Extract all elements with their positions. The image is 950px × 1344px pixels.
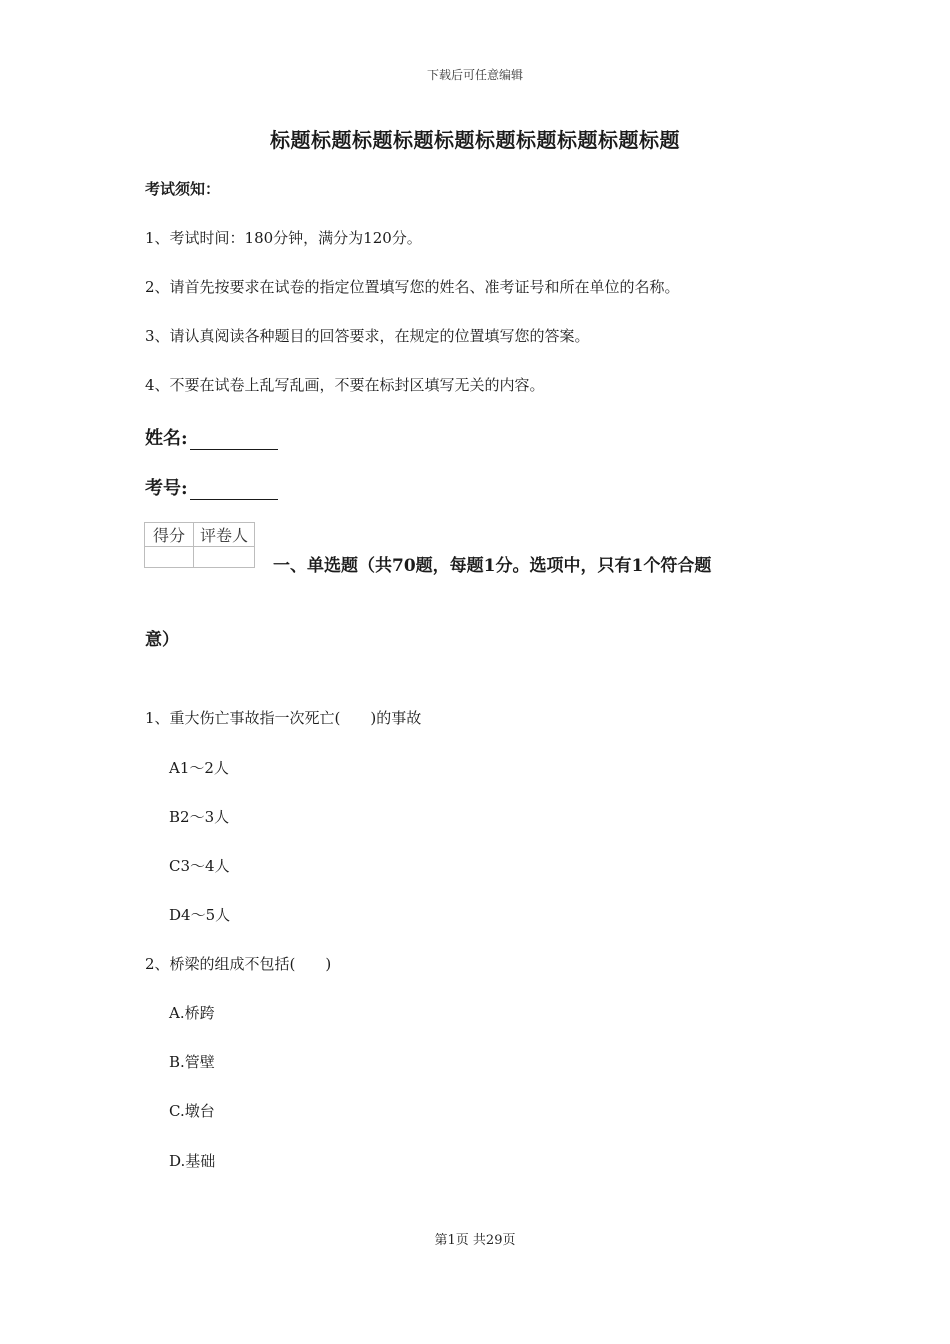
- option-b: B2～3人: [169, 808, 230, 826]
- grader-header: 评卷人: [194, 523, 255, 547]
- page-footer: 第1页 共29页: [434, 1233, 516, 1248]
- score-header: 得分: [145, 523, 194, 547]
- option-a: A1～2人: [169, 759, 229, 777]
- notice-heading: 考试须知：: [145, 180, 221, 198]
- exam-number-field: [145, 474, 278, 500]
- question-text: 2、桥梁的组成不包括( ): [145, 955, 332, 973]
- section-heading: 一、单选题（共70题，每题1分。选项中，只有1个符合题: [273, 556, 712, 576]
- option-c: C.墩台: [169, 1102, 215, 1120]
- grader-cell[interactable]: [194, 547, 255, 568]
- exam-number-label: 考号:: [145, 478, 188, 499]
- name-blank-line[interactable]: [190, 431, 278, 450]
- page-title: 标题标题标题标题标题标题标题标题标题标题: [270, 128, 680, 152]
- section-heading-continued: 意）: [145, 630, 179, 650]
- name-label: 姓名:: [145, 428, 188, 449]
- option-c: C3～4人: [169, 857, 230, 875]
- header-note: 下载后可任意编辑: [426, 68, 523, 82]
- notice-item: 1、考试时间：180分钟，满分为120分。: [145, 229, 422, 247]
- score-table: [144, 522, 255, 568]
- notice-item: 3、请认真阅读各种题目的回答要求，在规定的位置填写您的答案。: [145, 327, 590, 345]
- notice-item: 4、不要在试卷上乱写乱画，不要在标封区填写无关的内容。: [145, 376, 545, 394]
- exam-number-blank-line[interactable]: [190, 481, 278, 500]
- option-b: B.管壁: [169, 1053, 215, 1071]
- notice-item: 2、请首先按要求在试卷的指定位置填写您的姓名、准考证号和所在单位的名称。: [145, 278, 680, 296]
- option-d: D4～5人: [169, 906, 231, 924]
- option-d: D.基础: [169, 1152, 216, 1170]
- option-a: A.桥跨: [169, 1004, 215, 1022]
- question-text: 1、重大伤亡事故指一次死亡( )的事故: [145, 709, 422, 727]
- score-cell[interactable]: [145, 547, 194, 568]
- name-field: [145, 424, 278, 450]
